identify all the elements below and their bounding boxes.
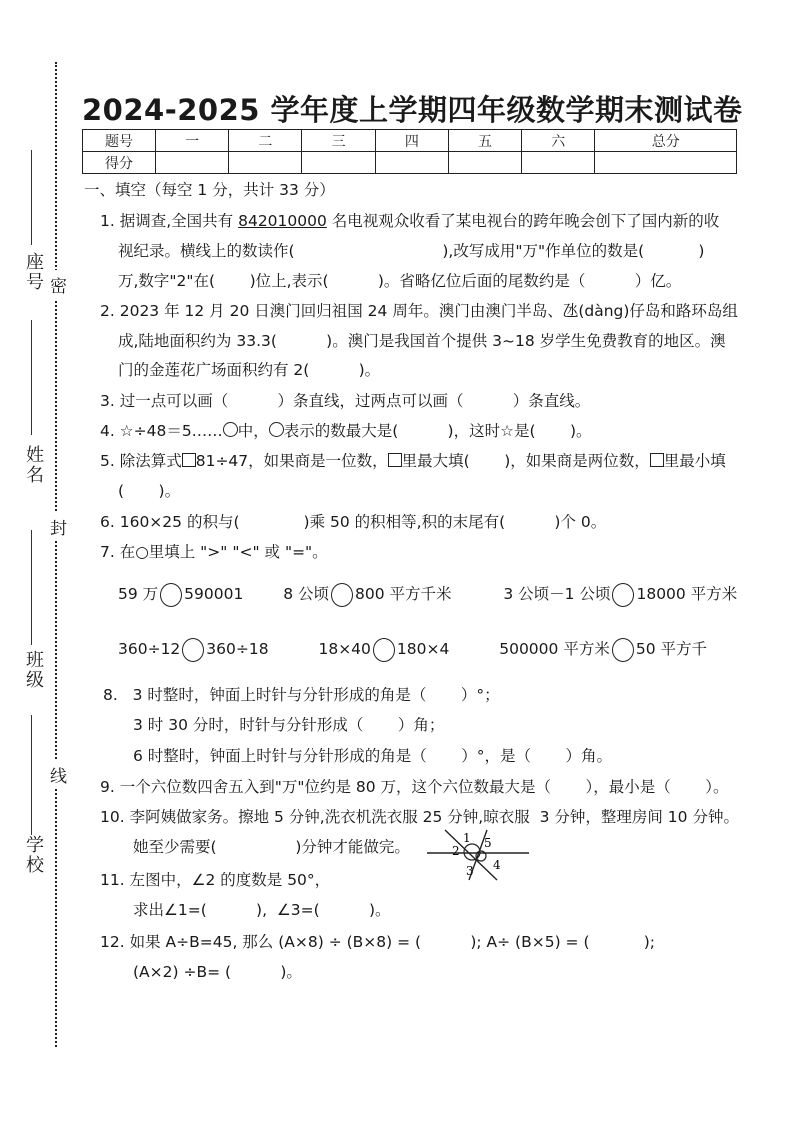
class-line bbox=[31, 530, 32, 645]
angle-label-3: 3 bbox=[466, 864, 474, 878]
compare-2b-right: 180×4 bbox=[396, 640, 450, 658]
question-10-line-1: 10. 李阿姨做家务。擦地 5 分钟,洗衣机洗衣服 25 分钟,晾衣服 3 分钟，整理房间 10 分钟。 bbox=[100, 808, 739, 826]
circle-symbol-icon bbox=[223, 422, 238, 437]
compare-2c-left: 500000 平方米 bbox=[499, 640, 610, 658]
score-table-header-row bbox=[83, 130, 737, 152]
angle-label-4: 4 bbox=[493, 858, 501, 872]
answer-circle[interactable] bbox=[160, 583, 182, 607]
compare-row-2 bbox=[118, 637, 707, 662]
q1-text-post: 名电视观众收看了某电视台的跨年晚会创下了国内新的收 bbox=[331, 212, 720, 230]
score-cell[interactable] bbox=[229, 152, 302, 174]
question-5-line-1 bbox=[100, 449, 726, 471]
score-header-cell: 一 bbox=[156, 130, 229, 152]
question-8-line-1: 8. 3 时整时，钟面上时针与分针形成的角是（ ）°； bbox=[103, 686, 500, 704]
class-label: 班级 bbox=[23, 650, 44, 690]
question-1-line-2: 视纪录。横线上的数读作( ),改写成用"万"作单位的数是( ) bbox=[118, 242, 705, 260]
q4-text-a: 4. ☆÷48＝5…… bbox=[100, 422, 223, 440]
school-label: 学校 bbox=[23, 835, 44, 875]
seat-label: 座号 bbox=[23, 252, 44, 292]
angle-label-5: 5 bbox=[484, 836, 492, 850]
score-header-cell: 总分 bbox=[595, 130, 737, 152]
question-1-line-3: 万,数字"2"在( )位上,表示( )。省略亿位后面的尾数约是（ ）亿。 bbox=[118, 272, 682, 290]
score-table bbox=[82, 129, 737, 174]
score-cell[interactable] bbox=[595, 152, 737, 174]
question-5-line-2: ( )。 bbox=[118, 482, 181, 500]
question-6: 6. 160×25 的积与( )乘 50 的积相等,积的末尾有( )个 0。 bbox=[100, 513, 607, 531]
compare-1b-right: 800 平方千米 bbox=[355, 585, 452, 603]
question-2-line-2: 成,陆地面积约为 33.3( )。澳门是我国首个提供 3~18 岁学生免费教育的地区。澳 bbox=[118, 332, 726, 350]
question-2-line-3: 门的金莲花广场面积约有 2( )。 bbox=[118, 361, 381, 379]
school-line bbox=[31, 715, 32, 835]
score-header-cell: 三 bbox=[302, 130, 375, 152]
answer-circle[interactable] bbox=[612, 638, 634, 662]
question-7: 7. 在○里填上 ">" "<" 或 "="。 bbox=[100, 543, 328, 561]
question-9: 9. 一个六位数四舍五入到"万"位约是 80 万，这个六位数最大是（ ），最小是（ ）。 bbox=[100, 778, 729, 796]
question-8-line-2: 3 时 30 分时，时针与分针形成（ ）角； bbox=[133, 716, 445, 734]
binding-dotted-line bbox=[55, 62, 57, 1047]
question-4 bbox=[100, 419, 592, 441]
circle-symbol-icon bbox=[269, 422, 284, 437]
angle-label-2: 2 bbox=[452, 844, 460, 858]
answer-circle[interactable] bbox=[331, 583, 353, 607]
q4-text-c: 表示的数最大是( )，这时☆是( )。 bbox=[283, 422, 592, 440]
answer-circle[interactable] bbox=[182, 638, 204, 662]
compare-2a-right: 360÷18 bbox=[206, 640, 269, 658]
name-label: 姓名 bbox=[23, 445, 44, 485]
seal-char-feng: 封 bbox=[50, 512, 67, 541]
square-box-icon bbox=[388, 453, 402, 467]
score-header-cell: 六 bbox=[522, 130, 595, 152]
q5-text-b: 81÷47，如果商是一位数， bbox=[195, 452, 388, 470]
compare-1b-left: 8 公顷 bbox=[283, 585, 329, 603]
question-2-line-1: 2. 2023 年 12 月 20 日澳门回归祖国 24 周年。澳门由澳门半岛、氹(dàng)仔岛和路环岛组 bbox=[100, 302, 738, 320]
question-12-line-2: (A×2) ÷B= ( )。 bbox=[133, 963, 302, 981]
name-line bbox=[31, 320, 32, 435]
compare-2a-left: 360÷12 bbox=[118, 640, 181, 658]
q5-text-a: 5. 除法算式 bbox=[100, 452, 182, 470]
question-1-line-1 bbox=[100, 209, 719, 231]
q1-number: 842010000 bbox=[238, 212, 327, 230]
compare-2b-left: 18×40 bbox=[318, 640, 371, 658]
score-row-label: 得分 bbox=[83, 152, 156, 174]
angle-label-1: 1 bbox=[463, 831, 471, 845]
section-heading: 一、填空（每空 1 分，共计 33 分） bbox=[84, 181, 335, 199]
compare-1c-right: 18000 平方米 bbox=[636, 585, 738, 603]
score-cell[interactable] bbox=[302, 152, 375, 174]
score-cell[interactable] bbox=[156, 152, 229, 174]
question-12-line-1: 12. 如果 A÷B=45, 那么 (A×8) ÷ (B×8) = ( ); A÷ (B×5) = ( ); bbox=[100, 933, 655, 951]
q1-text-pre: 1. 据调查,全国共有 bbox=[100, 212, 234, 230]
question-3: 3. 过一点可以画（ ）条直线，过两点可以画（ ）条直线。 bbox=[100, 392, 591, 410]
score-cell[interactable] bbox=[522, 152, 595, 174]
square-box-icon bbox=[182, 453, 196, 467]
question-11-line-2: 求出∠1=( ), ∠3=( )。 bbox=[133, 901, 391, 919]
compare-2c-right: 50 平方千 bbox=[635, 640, 707, 658]
score-header-cell: 四 bbox=[375, 130, 448, 152]
seal-char-xian: 线 bbox=[50, 760, 67, 789]
q4-text-b: 中， bbox=[237, 422, 269, 440]
question-8-line-3: 6 时整时，钟面上时针与分针形成的角是（ ）°，是（ ）角。 bbox=[133, 747, 613, 765]
compare-row-1 bbox=[118, 582, 737, 607]
answer-circle[interactable] bbox=[373, 638, 395, 662]
q5-text-c: 里最大填( )，如果商是两位数， bbox=[401, 452, 650, 470]
page-title: 2024-2025 学年度上学期四年级数学期末测试卷 bbox=[82, 93, 743, 127]
question-10-line-2: 她至少需要( )分钟才能做完。 bbox=[133, 838, 410, 856]
angle-diagram bbox=[425, 825, 535, 885]
question-11-line-1: 11. 左图中，∠2 的度数是 50°， bbox=[100, 871, 331, 889]
compare-1a-right: 590001 bbox=[184, 585, 244, 603]
answer-circle[interactable] bbox=[612, 583, 634, 607]
score-header-cell: 二 bbox=[229, 130, 302, 152]
score-cell[interactable] bbox=[375, 152, 448, 174]
seat-line bbox=[31, 150, 32, 245]
square-box-icon bbox=[650, 453, 664, 467]
q5-text-d: 里最小填 bbox=[663, 452, 726, 470]
compare-1a-left: 59 万 bbox=[118, 585, 159, 603]
compare-1c-left: 3 公顷－1 公顷 bbox=[503, 585, 611, 603]
score-table-score-row bbox=[83, 152, 737, 174]
score-header-cell: 五 bbox=[448, 130, 521, 152]
seal-char-mi: 密 bbox=[50, 270, 67, 299]
score-cell[interactable] bbox=[448, 152, 521, 174]
score-header-cell: 题号 bbox=[83, 130, 156, 152]
